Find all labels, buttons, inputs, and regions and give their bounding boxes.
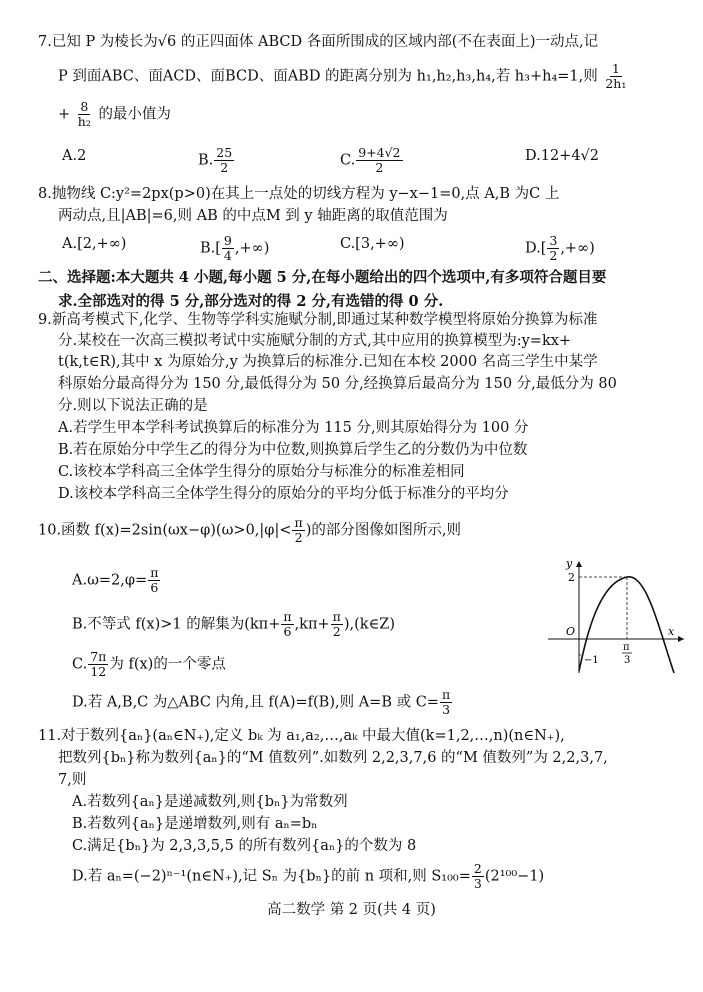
q7-option-c-den: 2 — [375, 160, 384, 175]
q8-option-d-num: 3 — [549, 233, 558, 248]
q7-option-d: D.12+4√2 — [525, 148, 600, 164]
q11-option-d-pre: D.若 aₙ=(−2)ⁿ⁻¹(n∈N₊),记 Sₙ 为{bₙ}的前 n 项和,则 S₁₀₀= — [72, 868, 471, 885]
q8-option-d-pre: D.[ — [525, 240, 547, 257]
q8-line1: 8.抛物线 C:y²=2px(p>0)在其上一点处的切线方程为 y−x−1=0,点 A,B 为C 上 — [38, 186, 560, 202]
q7-option-c — [340, 146, 404, 175]
q8-option-d-post: ,+∞) — [560, 240, 595, 257]
q10-option-b-frac1 — [281, 610, 293, 639]
q10-line1-pre: 10.函数 f(x)=2sin(ωx−φ)(ω>0,|φ|< — [38, 522, 292, 539]
q10-option-a-num: π — [150, 565, 159, 580]
q8-option-b-frac — [222, 234, 234, 263]
q9-option-d: D.该校本学科高三全体学生得分的原始分的平均分低于标准分的平均分 — [58, 486, 509, 502]
q8-option-b — [200, 234, 269, 263]
q10-option-c-num: 7π — [90, 649, 107, 664]
q7-option-b-num: 25 — [216, 145, 233, 160]
q11-option-a: A.若数列{aₙ}是递减数列,则{bₙ}为常数列 — [72, 794, 348, 810]
q8-option-c: C.[3,+∞) — [340, 236, 405, 252]
q7-plus: + — [58, 106, 71, 123]
graph-tick-neg1: −1 — [584, 655, 599, 666]
q11-option-d — [72, 862, 544, 891]
q8-option-d — [525, 234, 595, 263]
q8-options — [0, 233, 703, 263]
graph-x-label: x — [668, 625, 675, 638]
q7-options — [0, 145, 703, 175]
q10-option-c-post: 为 f(x)的一个零点 — [109, 656, 226, 673]
q10-line1-post: )的部分图像如图所示,则 — [305, 522, 461, 539]
q10-option-c-pre: C. — [72, 656, 88, 673]
section2-line2: 求.全部选对的得 5 分,部分选对的得 2 分,有选错的得 0 分. — [58, 293, 444, 310]
q7-fraction-1 — [603, 62, 628, 91]
q7-option-c-frac — [356, 146, 402, 175]
q11-option-d-post: (2¹⁰⁰−1) — [484, 868, 545, 885]
q7-option-c-num: 9+4√2 — [358, 145, 401, 160]
q10-option-a-frac — [148, 566, 160, 595]
graph-origin-label: O — [566, 625, 576, 638]
section2-line1: 二、选择题:本大题共 4 小题,每小题 5 分,在每小题给出的四个选项中,有多项符合题目要 — [38, 269, 607, 286]
q10-option-b-num1: π — [283, 609, 292, 624]
q10-option-b-mid: ,kπ+ — [294, 616, 330, 633]
q8-option-d-frac — [547, 234, 559, 263]
q10-option-b-den2: 2 — [332, 624, 341, 639]
q10-option-c-frac — [88, 650, 108, 679]
graph-y-label: y — [566, 557, 573, 570]
q10-option-b — [72, 610, 395, 639]
page-footer: 高二数学 第 2 页(共 4 页) — [267, 902, 436, 918]
q10-line1-num: π — [294, 515, 303, 530]
q7-option-b-label: B. — [198, 152, 214, 169]
q10-line1 — [38, 516, 461, 545]
q10-option-a-pre: A.ω=2,φ= — [72, 572, 148, 589]
graph-tick-pi: π — [623, 642, 630, 653]
q10-option-b-den1: 6 — [283, 624, 292, 639]
q8-option-b-post: ,+∞) — [234, 240, 270, 257]
q7-fraction-2 — [76, 100, 93, 129]
q9-line1: 9.新高考模式下,化学、生物等学科实施赋分制,即通过某种数学模型将原始分换算为标准 — [38, 312, 598, 328]
q10-option-d-num: π — [441, 687, 451, 702]
q11-line1: 11.对于数列{aₙ}(aₙ∈N₊),定义 bₖ 为 a₁,a₂,…,aₖ 中最大值(k=1,2,…,n)(n∈N₊), — [38, 728, 565, 744]
q11-option-d-den: 3 — [473, 876, 482, 891]
q9-line3: t(k,t∈R),其中 x 为原始分,y 为换算后的标准分.已知在本校 2000 名高三学生中某学 — [58, 354, 598, 370]
q10-function-graph — [546, 555, 686, 675]
q7-line2-text: P 到面ABC、面ACD、面BCD、面ABD 的距离分别为 h₁,h₂,h₃,h₄,若 h₃+h₄=1,则 — [58, 68, 598, 85]
q7-line3-tail: 的最小值为 — [98, 106, 171, 123]
q7-frac1-den: 2h₁ — [605, 76, 627, 91]
q10-option-d-frac — [440, 688, 452, 717]
q7-option-c-label: C. — [340, 152, 356, 169]
q10-option-b-pre: B.不等式 f(x)>1 的解集为(kπ+ — [72, 616, 281, 633]
graph-x-arrow — [678, 636, 684, 642]
q9-line4: 科原始分最高得分为 150 分,最低得分为 50 分,经换算后最高分为 150 分,最低分为 80 — [58, 376, 617, 392]
graph-tick-pi-den: 3 — [624, 655, 631, 666]
q8-option-b-pre: B.[ — [200, 240, 221, 257]
q7-frac2-den: h₂ — [77, 114, 91, 129]
q9-option-c: C.该校本学科高三全体学生得分的原始分与标准分的标准差相同 — [58, 464, 465, 480]
q10-option-d — [72, 688, 453, 717]
q9-option-a: A.若学生甲本学科考试换算后的标准分为 115 分,则其原始得分为 100 分 — [58, 420, 529, 436]
q7-frac1-num: 1 — [611, 61, 620, 76]
q7-frac2-num: 8 — [80, 99, 89, 114]
q11-line3: 7,则 — [58, 772, 87, 788]
q9-line5: 分.则以下说法正确的是 — [58, 398, 208, 414]
graph-y-arrow — [576, 561, 582, 567]
q7-option-a: A.2 — [62, 148, 87, 164]
q10-option-a-den: 6 — [150, 580, 159, 595]
q11-option-d-frac — [472, 862, 484, 891]
q10-option-b-frac2 — [331, 610, 343, 639]
q9-option-b: B.若在原始分中学生乙的得分为中位数,则换算后学生乙的分数仍为中位数 — [58, 442, 528, 458]
q7-line2 — [58, 62, 629, 91]
q8-line2: 两动点,且|AB|=6,则 AB 的中点M 到 y 轴距离的取值范围为 — [58, 208, 448, 224]
q8-option-b-num: 9 — [223, 233, 232, 248]
q10-option-c-den: 12 — [90, 664, 107, 679]
q8-option-d-den: 2 — [549, 248, 558, 263]
q8-option-b-den: 4 — [223, 248, 232, 263]
q10-line1-den: 2 — [294, 530, 303, 545]
q8-option-a: A.[2,+∞) — [62, 236, 127, 252]
q11-line2: 把数列{bₙ}称为数列{aₙ}的“M 值数列”.如数列 2,2,3,7,6 的“M 值数列”为 2,2,3,7, — [58, 750, 608, 766]
q7-option-b — [198, 146, 235, 175]
q10-line1-frac — [292, 516, 304, 545]
q11-option-b: B.若数列{aₙ}是递增数列,则有 aₙ=bₙ — [72, 816, 318, 832]
q10-option-b-num2: π — [332, 609, 341, 624]
q10-option-d-den: 3 — [442, 702, 451, 717]
q9-line2: 分.某校在一次高三模拟考试中实施赋分制的方式,其中应用的换算模型为:y=kx+ — [58, 333, 572, 349]
q10-option-b-post: ),(k∈Z) — [343, 616, 396, 633]
q7-line1: 7.已知 P 为棱长为√6 的正四面体 ABCD 各面所围成的区域内部(不在表面上)一动点,记 — [38, 34, 599, 50]
q10-option-c — [72, 650, 226, 679]
q11-option-d-num: 2 — [473, 861, 482, 876]
q7-option-b-frac — [214, 146, 234, 175]
q10-option-a — [72, 566, 161, 595]
q10-option-d-pre: D.若 A,B,C 为△ABC 内角,且 f(A)=f(B),则 A=B 或 C= — [72, 694, 439, 711]
graph-tick-2: 2 — [568, 571, 575, 584]
q7-line3 — [58, 100, 171, 129]
q7-option-b-den: 2 — [220, 160, 229, 175]
q11-option-c: C.满足{bₙ}为 2,3,3,5,5 的所有数列{aₙ}的个数为 8 — [72, 838, 417, 854]
